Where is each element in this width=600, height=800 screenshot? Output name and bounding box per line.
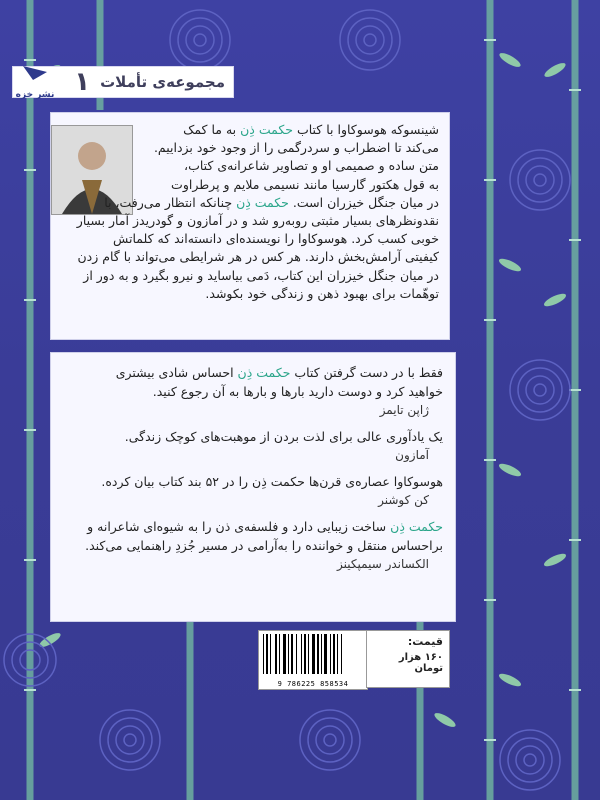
blurb-line <box>65 157 439 175</box>
text-segment: براحساس منتقل و خواننده را به‌آرامی در مسیر جُزدِ راهنمایی می‌کند. <box>85 538 443 553</box>
text-segment: خوبی کسب کرد. هوسوکاوا را نویسنده‌ای دانسته‌اند که کلماتش <box>113 231 439 247</box>
barcode-bar <box>283 634 286 674</box>
barcode-bar <box>266 634 268 674</box>
text-segment: نقدونظرهای بسیار مثبتی روبه‌رو شد و در آمازون و گودریدز آمار بسیار <box>76 213 439 229</box>
quote-line <box>63 382 443 401</box>
text-segment: چنانکه انتظار می‌رفت، با <box>104 194 237 210</box>
review-source: کن کوشنر <box>378 493 429 507</box>
barcode-bar <box>304 634 306 674</box>
blurb-line <box>65 285 439 303</box>
book-title-highlight: حکمت ذِن <box>240 122 293 137</box>
price-box <box>366 630 450 688</box>
barcode-digits: 9 786225 858534 <box>277 680 349 688</box>
quote-line <box>63 363 443 382</box>
book-title-highlight: حکمت ذِن <box>390 519 443 534</box>
series-number: ۱ <box>74 67 91 97</box>
text-segment: هوسوکاوا عصاره‌ی قرن‌ها حکمت ذِن را در ۵۲ بند کتاب بیان کرده. <box>101 474 443 489</box>
blurb-line <box>65 194 439 212</box>
text-segment: ساخت زیبایی دارد و فلسفه‌ی ذن را به شیوه‌ای شاعرانه و <box>87 519 391 534</box>
barcode-bar <box>341 634 342 674</box>
review-quote <box>63 427 443 446</box>
text-segment: به قول هکتور گارسیا مانند نسیمی ملایم و پرطراوت <box>171 176 439 192</box>
review-quote <box>63 472 443 491</box>
price-value: ۱۶۰ هزار تومان <box>398 652 443 674</box>
text-segment: می‌کند تا اضطراب و سردرگمی را از وجود خود بزداییم. <box>153 140 439 156</box>
barcode-bar <box>317 634 319 674</box>
barcode-bar <box>333 634 335 674</box>
blurb-line <box>65 248 439 266</box>
blurb-panel <box>50 112 450 340</box>
barcode-bar <box>291 634 293 674</box>
text-segment: به ما کمک <box>183 122 241 137</box>
book-title-highlight: حکمت ذِن <box>237 365 291 380</box>
barcode-bars <box>261 634 365 676</box>
barcode-bar <box>263 634 264 674</box>
book-title-highlight: حکمت ذِن <box>236 194 289 210</box>
text-segment: خواهید کرد و دوست دارید بارها و بارها به آن رجوع کنید. <box>152 384 443 399</box>
barcode-bar <box>312 634 315 674</box>
quote-line <box>63 427 443 446</box>
barcode-bar <box>321 634 322 674</box>
publisher-logo-icon <box>21 62 49 82</box>
barcode-bar <box>288 634 289 674</box>
quote-line <box>63 517 443 536</box>
blurb-line <box>65 139 439 157</box>
reviews-panel <box>50 352 456 622</box>
barcode-bar <box>301 634 302 674</box>
blurb-line <box>65 267 439 285</box>
barcode-bar <box>308 634 309 674</box>
quote-line <box>63 536 443 555</box>
barcode-bar <box>279 634 280 674</box>
blurb-line <box>65 212 439 230</box>
text-segment: در میان جنگل خیزران است. <box>288 194 439 210</box>
price-label: قیمت: <box>407 635 443 648</box>
publisher-name: نشر خزه <box>15 90 55 100</box>
blurb-line <box>65 121 439 139</box>
blurb-line <box>65 230 439 248</box>
text-segment: فقط با در دست گرفتن کتاب <box>290 365 443 380</box>
barcode-bar <box>270 634 271 674</box>
text-segment: متن ساده و صمیمی او و تصاویر شاعرانه‌ی کتاب، <box>184 158 439 174</box>
text-segment: شینسوکه هوسوکاوا با کتاب <box>292 122 439 137</box>
barcode-bar <box>275 634 277 674</box>
publisher-mark <box>12 60 58 100</box>
review-source: الکساندر سیمپکینز <box>337 557 429 571</box>
text-segment: احساس شادی بیشتری <box>115 365 238 380</box>
text-segment: یک یادآوری عالی برای لذت بردن از موهبت‌های کوچک زندگی. <box>124 429 443 444</box>
review-source: ژاپن تایمز <box>379 403 429 417</box>
blurb-line <box>65 176 439 194</box>
review-quote <box>63 363 443 401</box>
text-segment: در میان جنگل خیزران این کتاب، دَمی بیاساید و نیرو بگیرد و به دور از <box>83 267 439 283</box>
barcode-bar <box>330 634 331 674</box>
blurb-text <box>65 121 439 303</box>
review-source: آمازون <box>395 448 429 462</box>
barcode-bar <box>337 634 338 674</box>
barcode-bar <box>324 634 327 674</box>
text-segment: کیفیتی آرامش‌بخش دارند. هر کس در هر شرایطی می‌تواند با گام زدن <box>77 249 439 265</box>
quote-line <box>63 472 443 491</box>
text-segment: توهّمات برای بهبود ذهن و زندگی خود بکوشد. <box>205 285 439 301</box>
series-title: مجموعه‌ی تأملات <box>100 73 225 91</box>
barcode-bar <box>296 634 297 674</box>
barcode <box>258 630 368 690</box>
review-quote <box>63 517 443 555</box>
